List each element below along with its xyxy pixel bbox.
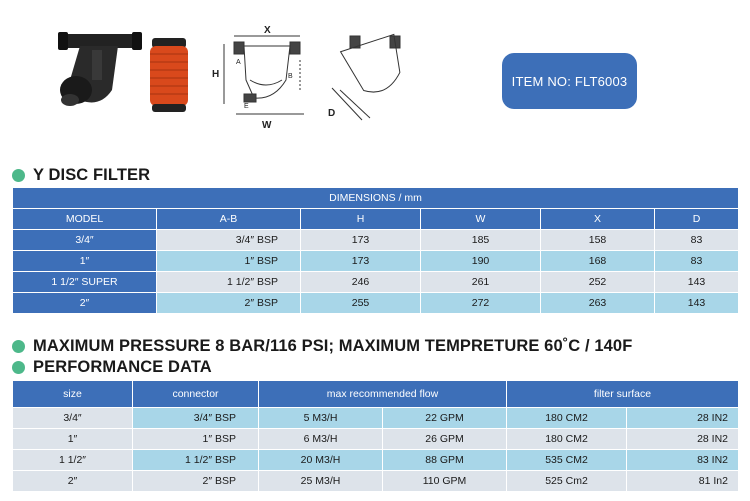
cell-d: 143	[655, 293, 739, 314]
col-header-connector: connector	[133, 381, 259, 408]
col-header-d: D	[655, 209, 739, 230]
table-row	[13, 408, 739, 429]
dim-w-label: W	[262, 120, 272, 130]
table-row	[13, 293, 739, 314]
technical-drawing-side	[332, 34, 409, 120]
table-row	[13, 471, 739, 492]
col-header-x: X	[541, 209, 655, 230]
cell-w: 185	[421, 230, 541, 251]
y-filter-photo	[58, 32, 142, 106]
cell-h: 173	[301, 251, 421, 272]
cell-surface-cm2: 535 CM2	[507, 450, 627, 471]
col-header-flow: max recommended flow	[259, 381, 507, 408]
dim-d-label: D	[328, 108, 336, 119]
filter-product-illustration	[40, 20, 440, 130]
col-header-h: H	[301, 209, 421, 230]
cell-size: 1 1/2″	[13, 450, 133, 471]
bullet-dot-icon	[12, 340, 25, 353]
cell-x: 263	[541, 293, 655, 314]
cell-x: 158	[541, 230, 655, 251]
cell-connector: 3/4″ BSP	[133, 408, 259, 429]
section-title-text: MAXIMUM PRESSURE 8 BAR/116 PSI; MAXIMUM TEMPRETURE 60˚C / 140F	[33, 337, 633, 355]
section-title-pressure	[12, 337, 632, 356]
table-row	[13, 450, 739, 471]
cell-size: 1″	[13, 429, 133, 450]
cell-w: 261	[421, 272, 541, 293]
disc-cartridge-photo	[150, 38, 188, 112]
cell-w: 272	[421, 293, 541, 314]
bullet-dot-icon	[12, 361, 25, 374]
col-header-size: size	[13, 381, 133, 408]
cell-flow-gpm: 88 GPM	[383, 450, 507, 471]
cell-d: 143	[655, 272, 739, 293]
table-row	[13, 272, 739, 293]
cell-h: 255	[301, 293, 421, 314]
cell-size: 3/4″	[13, 408, 133, 429]
cell-d: 83	[655, 251, 739, 272]
cell-surface-in2: 83 IN2	[627, 450, 739, 471]
cell-model: 1 1/2″ SUPER	[13, 272, 157, 293]
cell-connector: 1 1/2″ BSP	[133, 450, 259, 471]
cell-flow-gpm: 26 GPM	[383, 429, 507, 450]
cell-connector: 2″ BSP	[133, 471, 259, 492]
cell-w: 190	[421, 251, 541, 272]
cell-surface-cm2: 180 CM2	[507, 429, 627, 450]
cell-h: 246	[301, 272, 421, 293]
section-title-performance	[12, 358, 212, 377]
dim-a-label: A	[236, 59, 241, 66]
cell-surface-cm2: 180 CM2	[507, 408, 627, 429]
cell-flow-gpm: 110 GPM	[383, 471, 507, 492]
cell-flow-m3: 20 M3/H	[259, 450, 383, 471]
col-header-w: W	[421, 209, 541, 230]
table-row	[13, 429, 739, 450]
cell-surface-cm2: 525 Cm2	[507, 471, 627, 492]
col-header-model: MODEL	[13, 209, 157, 230]
cell-ab: 1 1/2″ BSP	[157, 272, 301, 293]
cell-x: 168	[541, 251, 655, 272]
performance-table	[12, 380, 739, 492]
cell-h: 173	[301, 230, 421, 251]
dim-h-label: H	[212, 69, 220, 80]
cell-surface-in2: 28 IN2	[627, 429, 739, 450]
cell-flow-m3: 25 M3/H	[259, 471, 383, 492]
cell-ab: 1″ BSP	[157, 251, 301, 272]
section-title-text: PERFORMANCE DATA	[33, 358, 212, 376]
cell-d: 83	[655, 230, 739, 251]
table-row	[13, 251, 739, 272]
cell-ab: 2″ BSP	[157, 293, 301, 314]
dimensions-group-header: DIMENSIONS / mm	[13, 188, 739, 209]
col-header-surface: filter surface	[507, 381, 739, 408]
cell-model: 3/4″	[13, 230, 157, 251]
cell-model: 2″	[13, 293, 157, 314]
cell-surface-in2: 28 IN2	[627, 408, 739, 429]
dim-b-label: B	[288, 73, 293, 80]
cell-x: 252	[541, 272, 655, 293]
dim-x-label: X	[264, 25, 271, 36]
cell-flow-m3: 6 M3/H	[259, 429, 383, 450]
cell-size: 2″	[13, 471, 133, 492]
product-images	[40, 20, 440, 130]
col-header-ab: A-B	[157, 209, 301, 230]
cell-surface-in2: 81 In2	[627, 471, 739, 492]
cell-ab: 3/4″ BSP	[157, 230, 301, 251]
dimensions-table	[12, 187, 739, 314]
table-row	[13, 230, 739, 251]
section-title-text: Y DISC FILTER	[33, 166, 151, 184]
bullet-dot-icon	[12, 169, 25, 182]
item-number-badge: ITEM NO: FLT6003	[502, 53, 637, 109]
cell-model: 1″	[13, 251, 157, 272]
cell-flow-gpm: 22 GPM	[383, 408, 507, 429]
cell-connector: 1″ BSP	[133, 429, 259, 450]
cell-flow-m3: 5 M3/H	[259, 408, 383, 429]
section-title-filter	[12, 166, 150, 185]
dim-e-label: E	[244, 103, 249, 110]
